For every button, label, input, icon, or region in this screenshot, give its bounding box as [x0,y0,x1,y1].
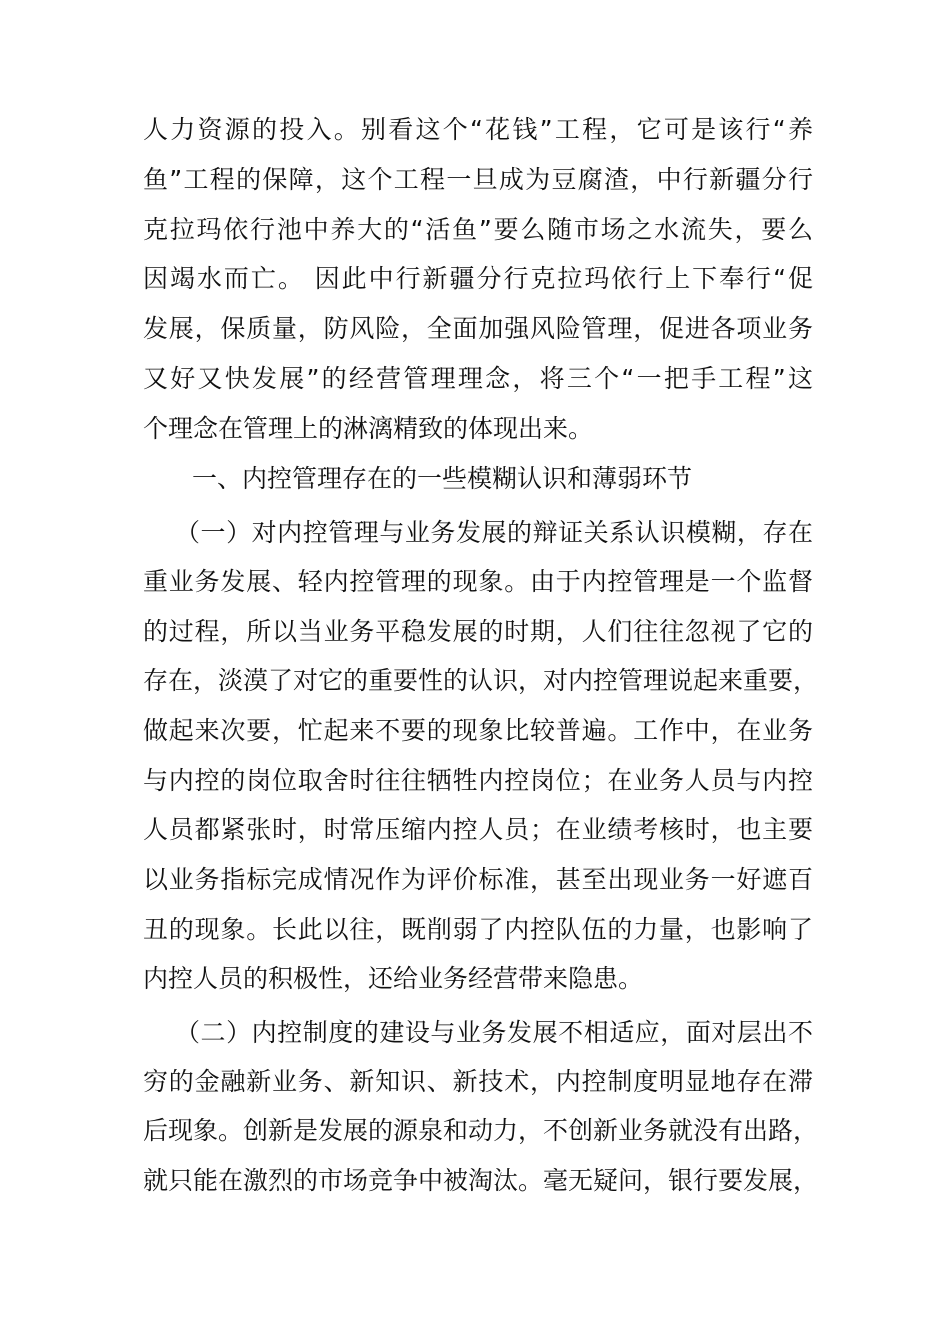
text-line: 的过程，所以当业务平稳发展的时期，人们往往忽视了它的 [143,617,813,646]
text-line: 又好又快发展”的经营管理理念，将三个“一把手工程”这 [143,364,813,393]
text-line: （二）内控制度的建设与业务发展不相适应，面对层出不 [175,1018,813,1047]
text-line: 与内控的岗位取舍时往往牺牲内控岗位；在业务人员与内控 [143,766,813,795]
text-line: 因竭水而亡。 因此中行新疆分行克拉玛依行上下奉行“促 [143,264,813,293]
text-line: 克拉玛依行池中养大的“活鱼”要么随市场之水流失，要么 [143,215,813,244]
text-line: 鱼”工程的保障，这个工程一旦成为豆腐渣，中行新疆分行 [143,165,813,194]
text-line: 就只能在激烈的市场竞争中被淘汰。毫无疑问，银行要发展， [143,1166,819,1195]
text-line: 内控人员的积极性，还给业务经营带来隐患。 [143,964,644,993]
text-line: 个理念在管理上的淋漓精致的体现出来。 [143,414,594,443]
text-line: 人力资源的投入。别看这个“花钱”工程，它可是该行“养 [143,115,813,144]
text-line: 存在，淡漠了对它的重要性的认识，对内控管理说起来重要， [143,666,819,695]
section-heading: 一、内控管理存在的一些模糊认识和薄弱环节 [192,464,693,493]
text-line: 重业务发展、轻内控管理的现象。由于内控管理是一个监督 [143,567,813,596]
text-line: 穷的金融新业务、新知识、新技术，内控制度明显地存在滞 [143,1067,813,1096]
text-line: （一）对内控管理与业务发展的辩证关系认识模糊，存在 [175,518,813,547]
text-line: 做起来次要，忙起来不要的现象比较普遍。工作中，在业务 [143,716,813,745]
text-line: 以业务指标完成情况作为评价标准，甚至出现业务一好遮百 [143,865,813,894]
text-line: 丑的现象。长此以往，既削弱了内控队伍的力量，也影响了 [143,915,813,944]
text-line: 发展，保质量，防风险，全面加强风险管理，促进各项业务 [143,314,813,343]
text-line: 人员都紧张时，时常压缩内控人员；在业绩考核时，也主要 [143,815,813,844]
text-line: 后现象。创新是发展的源泉和动力，不创新业务就没有出路， [143,1116,819,1145]
